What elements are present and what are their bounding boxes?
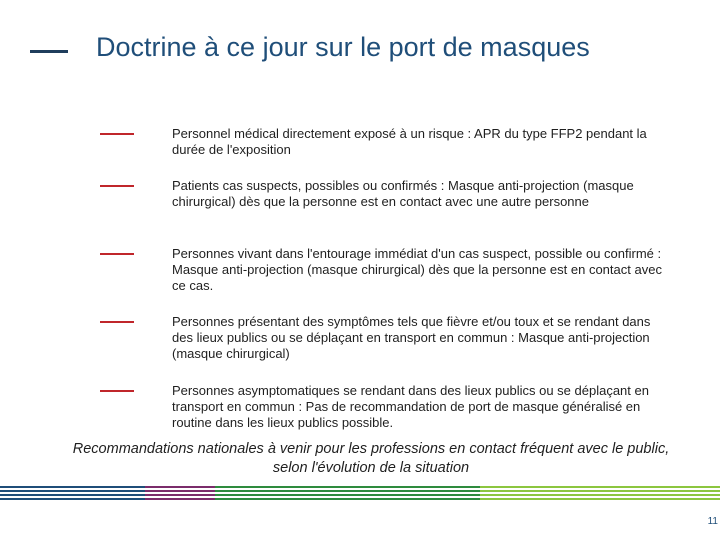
footer-stripe	[480, 490, 720, 492]
footer-stripes	[0, 486, 720, 504]
slide-title: Doctrine à ce jour sur le port de masques	[96, 32, 590, 62]
bullet-marker	[100, 185, 134, 187]
footer-stripe	[215, 494, 480, 496]
bullet-marker	[100, 321, 134, 323]
bullet-marker	[100, 253, 134, 255]
page-number: 11	[707, 516, 718, 527]
footer-stripe	[0, 494, 145, 496]
footer-stripe	[0, 486, 145, 488]
footer-stripe	[215, 498, 480, 500]
bullet-text: Personnes vivant dans l'entourage immédiat d'un cas suspect, possible ou confirmé : Masque anti-projection (masque chirurgical) dès que la personne est en contact avec ce cas.	[172, 246, 662, 293]
footer-stripe	[145, 498, 215, 500]
bullet-text: Personnes asymptomatiques se rendant dans des lieux publics ou se déplaçant en transport en commun : Pas de recommandation de port de masque généralisé en routine dans les lieux publics possible.	[172, 383, 649, 430]
bullet-text: Personnes présentant des symptômes tels que fièvre et/ou toux et se rendant dans des lieux publics ou se déplaçant en transport en commun : Masque anti-projection (masque chirurgical)	[172, 314, 651, 361]
footer-stripe	[215, 490, 480, 492]
footer-stripe	[145, 494, 215, 496]
footer-stripe	[0, 490, 145, 492]
footer-stripe	[480, 486, 720, 488]
footer-stripe	[215, 486, 480, 488]
conclusion-text: Recommandations nationales à venir pour les professions en contact fréquent avec le public, selon l'évolution de la situation	[72, 441, 670, 476]
footer-stripe	[480, 494, 720, 496]
footer-stripe	[0, 498, 145, 500]
bullet-marker	[100, 390, 134, 392]
footer-stripe	[145, 490, 215, 492]
footer-stripe	[145, 486, 215, 488]
bullet-text: Patients cas suspects, possibles ou confirmés : Masque anti-projection (masque chirurgical) dès que la personne est en contact avec une autre personne	[172, 178, 634, 209]
footer-stripe	[480, 498, 720, 500]
bullet-marker	[100, 133, 134, 135]
bullet-text: Personnel médical directement exposé à un risque : APR du type FFP2 pendant la durée de l'exposition	[172, 126, 647, 157]
